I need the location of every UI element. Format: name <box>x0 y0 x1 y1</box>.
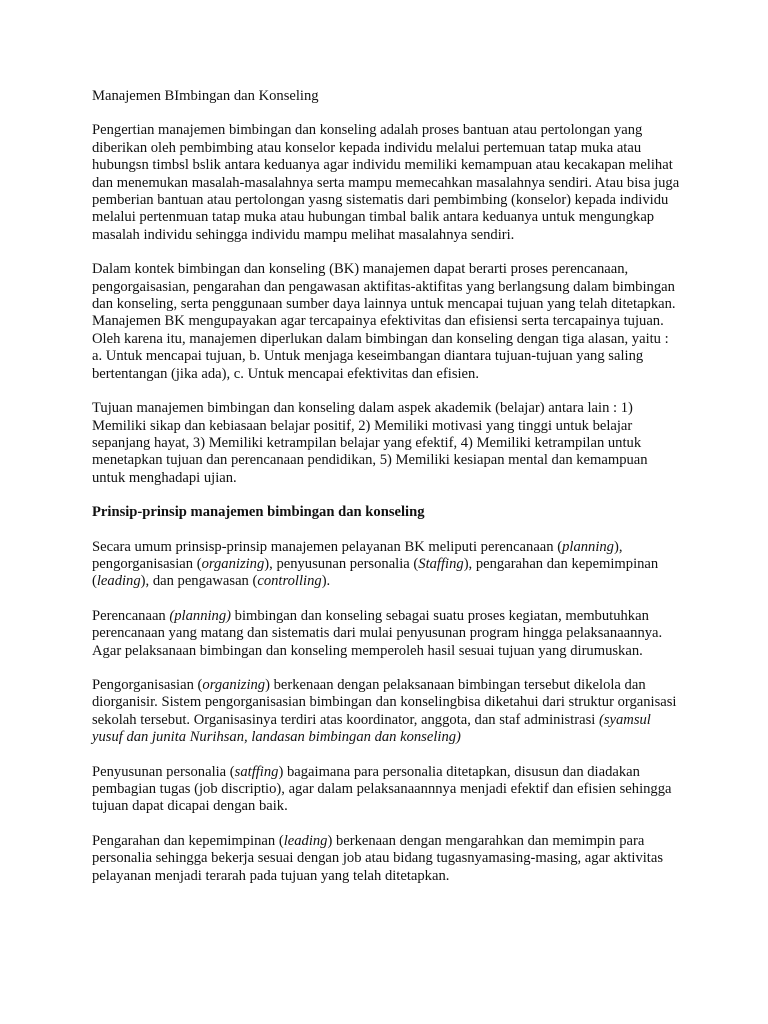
text-segment: ) berkenaan dengan mengarahkan dan memimpin para personalia sehingga bekerja sesuai dengan job atau bidang tugasnyamasing-masing, agar aktivitas pelayanan menjadi terarah pada tujuan yang telah ditetapkan. <box>92 832 664 884</box>
paragraph-goals: Tujuan manajemen bimbingan dan konseling dalam aspek akademik (belajar) antara lain : 1) Memiliki sikap dan kebiasaan belajar positif, 2) Memiliki motivasi yang tinggi untuk belajar sepanjang hayat, 3) Memiliki ketrampilan belajar yang efektif, 4) Memiliki ketrampilan untuk menetapkan tujuan dan perencanaan pendidikan, 5) Memiliki kesiapan mental dan kemampuan untuk menghadapi ujian. <box>92 400 648 486</box>
paragraph-context: Dalam kontek bimbingan dan konseling (BK) manajemen dapat berarti proses perencanaan, pengorgaisasian, pengarahan dan pengawasan aktifitas-aktifitas yang berlangsung dalam bimbingan dan konseling, serta penggunaan sumber daya lainnya untuk mencapai tujuan yang telah ditetapkan. Manajemen BK mengupayakan agar tercapainya efektivitas dan efisiensi serta tercapainya tujuan. Oleh karena itu, manajemen diperlukan dalam bimbingan dan konseling dengan tiga alasan, yaitu : a. Untuk mencapai tujuan, b. Untuk menjaga keseimbangan diantara tujuan-tujuan yang saling bertentangan (jika ada), c. Untuk mencapai efektivitas dan efisien. <box>92 261 676 382</box>
text-segment: ), pengorganisasian ( <box>92 538 623 572</box>
italic-term: (planning) <box>169 607 232 624</box>
text-segment: ) bagaimana para personalia ditetapkan, disusun dan diadakan pembagian tugas (job discriptio), agar dalam pelaksanaannnya menjadi efektif dan efisien sehingga tujuan dapat dicapai dengan baik. <box>92 763 672 815</box>
paragraph-planning <box>92 608 682 660</box>
italic-term: organizing <box>202 676 266 693</box>
text-segment: Pengarahan dan kepemimpinan ( <box>92 832 284 849</box>
document-page <box>92 88 682 902</box>
paragraph-definition: Pengertian manajemen bimbingan dan konseling adalah proses bantuan atau pertolongan yang diberikan oleh pembimbing atau konselor kepada individu melalui pertemuan tatap muka atau hubungsn timbsl bslik antara keduanya agar individu memiliki kemampuan atau kecakapan melihat dan menemukan masalah-masalahnya serta mampu memecahkan masalahnya sendiri. Atau bisa juga pemberian bantuan atau pertolongan yasng sistematis dari pembimbing (konselor) kepada individu melalui pertenmuan tatap muka atau hubungan timbal balik antara keduanya untuk mengungkap masalah individu sehingga individu mampu melihat masalahnya sendiri. <box>92 122 680 243</box>
paragraph-staffing <box>92 764 682 816</box>
text-segment: ), dan pengawasan ( <box>140 573 258 590</box>
paragraph-organizing <box>92 677 682 747</box>
paragraph-principles <box>92 539 682 591</box>
italic-term: leading <box>96 573 141 590</box>
italic-term: controlling <box>257 573 322 590</box>
text-segment: Secara umum prinsisp-prinsip manajemen pelayanan BK meliputi perencanaan ( <box>92 538 563 555</box>
text-segment: Penyusunan personalia ( <box>92 763 235 780</box>
text-segment: Perencanaan <box>92 607 170 624</box>
italic-term: organizing <box>201 555 265 572</box>
section-heading: Prinsip-prinsip manajemen bimbingan dan konseling <box>92 504 425 521</box>
text-segment: ) berkenaan dengan pelaksanaan bimbingan tersebut dikelola dan diorganisir. Sistem pengorganisasian bimbingan dan konselingbisa diketahui dari struktur organisasi sekolah tersebut. Organisasinya terdiri atas koordinator, anggota, dan staf administrasi <box>92 676 677 728</box>
italic-term: leading <box>283 832 328 849</box>
document-title: Manajemen BImbingan dan Konseling <box>92 88 319 104</box>
text-segment: ), penyusunan personalia ( <box>264 555 419 572</box>
text-segment: ), pengarahan dan kepemimpinan ( <box>92 555 659 590</box>
italic-term: planning <box>562 538 614 555</box>
italic-term: Staffing <box>418 555 464 572</box>
text-segment: ). <box>321 573 331 590</box>
italic-term: satffing <box>234 763 279 780</box>
text-segment: Pengorganisasian ( <box>92 676 203 693</box>
italic-citation: (syamsul yusuf dan junita Nurihsan, landasan bimbingan dan konseling) <box>92 711 651 746</box>
paragraph-leading <box>92 833 682 885</box>
text-segment: bimbingan dan konseling sebagai suatu proses kegiatan, membutuhkan perencanaan yang matang dan sistematis dari mulai penyusunan program hingga pelaksanaannya. Agar pelaksanaan bimbingan dan konseling memperoleh hasil sesuai tujuan yang dirumuskan. <box>92 607 663 659</box>
